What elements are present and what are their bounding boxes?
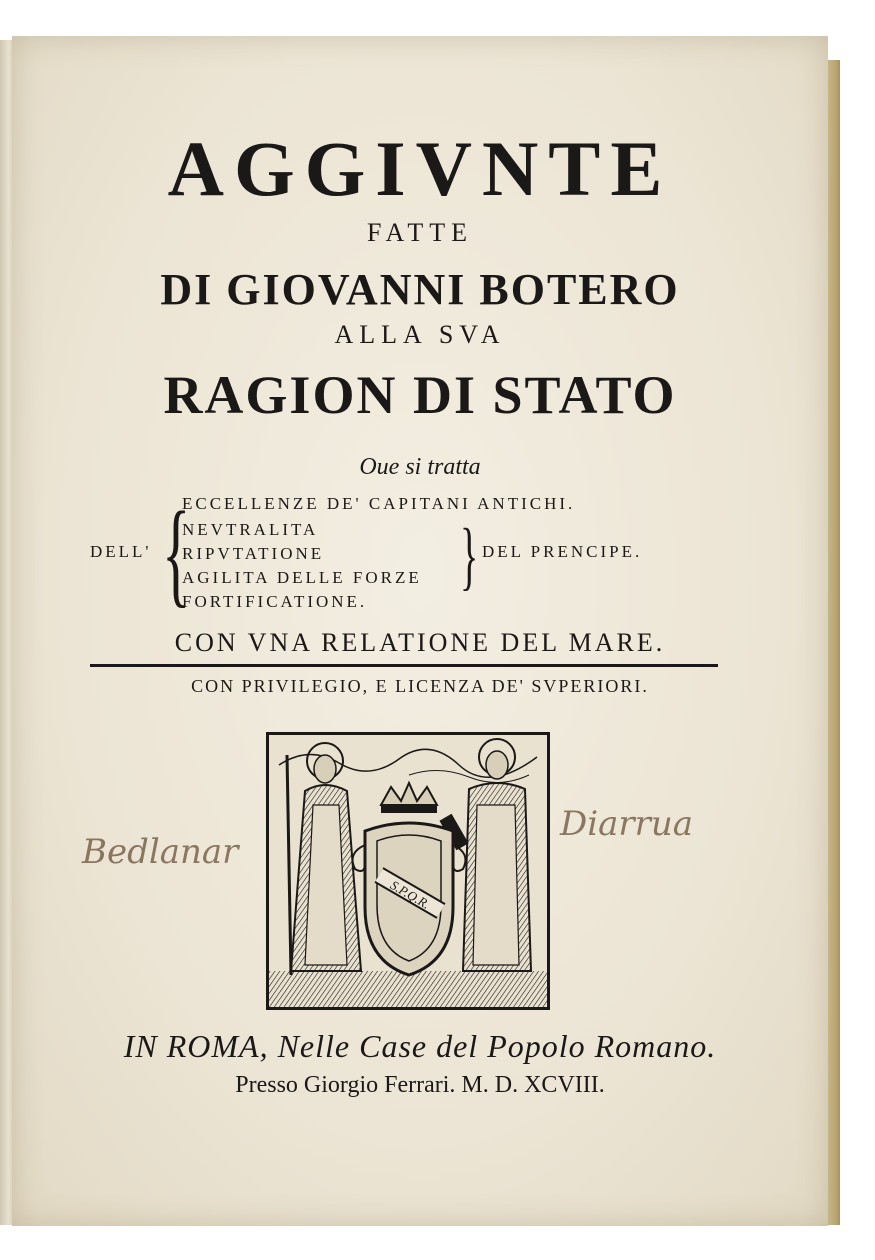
- topics-prefix: DELL': [90, 542, 152, 561]
- left-brace: {: [162, 487, 192, 618]
- woodcut-illustration: [266, 732, 550, 1010]
- manuscript-signature-right: Diarrua: [560, 804, 694, 844]
- manuscript-signature-left: Bedlanar: [82, 832, 239, 872]
- topic-item: RIPVTATIONE: [182, 544, 325, 563]
- imprint-printer-date: Presso Giorgio Ferrari. M. D. XCVIII.: [235, 1072, 605, 1098]
- privilege-line: CON PRIVILEGIO, E LICENZA DE' SVPERIORI.: [191, 676, 649, 696]
- shield-motto: S.P.Q.R.: [387, 877, 433, 912]
- intro-line: Oue si tratta: [359, 454, 481, 480]
- topics-suffix: DEL PRENCIPE.: [482, 542, 643, 561]
- title-page: [12, 36, 828, 1226]
- topic-item: ECCELLENZE DE' CAPITANI ANTICHI.: [182, 494, 576, 513]
- addendum-line: CON VNA RELATIONE DEL MARE.: [174, 628, 666, 657]
- subject-line: RAGION DI STATO: [163, 365, 677, 425]
- saints-with-coat-of-arms-image: [269, 735, 547, 1007]
- book-gilt-edge: [826, 60, 840, 1225]
- book-title: AGGIVNTE: [167, 125, 673, 212]
- right-brace: }: [460, 514, 480, 598]
- subtitle-fatte: FATTE: [366, 218, 474, 247]
- topics-block: [82, 487, 762, 618]
- horizontal-rule: [90, 664, 718, 667]
- imprint-place: IN ROMA, Nelle Case del Popolo Romano.: [123, 1028, 717, 1064]
- topic-item: FORTIFICATIONE.: [182, 592, 368, 611]
- subtitle-alla-sua: ALLA SVA: [334, 320, 506, 349]
- author-line: DI GIOVANNI BOTERO: [160, 265, 680, 314]
- topic-item: AGILITA DELLE FORZE: [182, 568, 422, 587]
- topic-item: NEVTRALITA: [182, 520, 319, 539]
